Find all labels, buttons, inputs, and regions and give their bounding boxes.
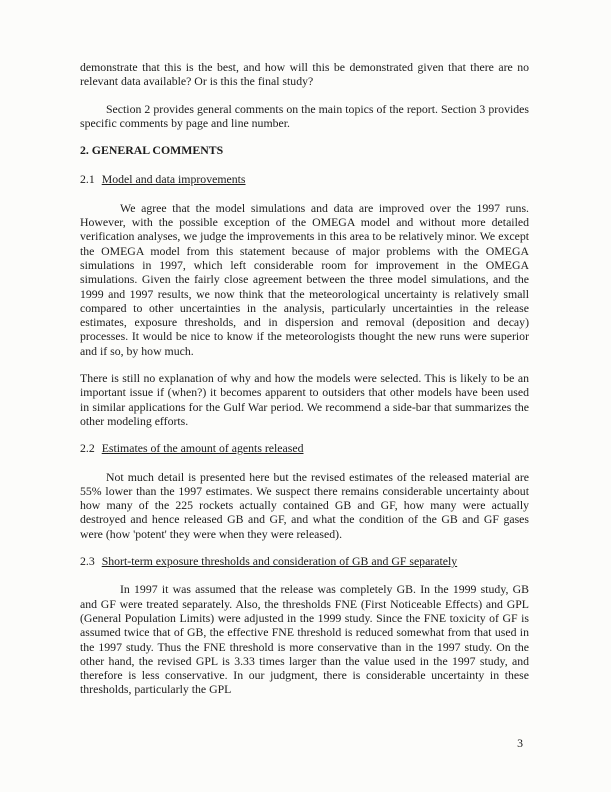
subsection-title: Short-term exposure thresholds and consideration of GB and GF separately: [101, 554, 458, 569]
paragraph-2-1-b: There is still no explanation of why and how the models were selected. This is likely to be an important issue if (when?) it becomes apparent to outsiders that other models have been used in similar applications for the Gulf War period. We recommend a side-bar that summarizes the other modeling efforts.: [80, 371, 529, 428]
page-number: 3: [517, 736, 523, 750]
subsection-heading-2-3: [80, 554, 529, 568]
subsection-number: 2.2: [80, 441, 95, 456]
section-heading-general-comments: 2. GENERAL COMMENTS: [80, 143, 224, 158]
paragraph-2-3-a: In 1997 it was assumed that the release was completely GB. In the 1999 study, GB and GF were treated separately. Also, the thresholds FNE (First Noticeable Effects) and GPL (General Population Limits) were adjusted in the 1999 study. Since the FNE toxicity of GF is assumed twice that of GB, the effective FNE threshold is reduced somewhat from that used in the 1997 study. Thus the FNE threshold is more conservative than in the 1997 study. On the other hand, the revised GPL is 3.33 times larger than the value used in the 1997 study, and therefore is less conservative. In our judgment, there is considerable uncertainty in these thresholds, particularly the GPL: [80, 582, 529, 697]
subsection-title: Model and data improvements: [101, 172, 246, 187]
subsection-number: 2.1: [80, 172, 95, 187]
intro-overview-paragraph: Section 2 provides general comments on the main topics of the report. Section 3 provides specific comments by page and line number.: [80, 101, 529, 130]
paragraph-2-1-a: We agree that the model simulations and data are improved over the 1997 runs. However, with the possible exception of the OMEGA model and without more detailed verification analyses, we judge the improvements in this area to be relatively minor. We except the OMEGA model from this statement because of major problems with the OMEGA simulations in 1997, which left considerable room for improvement in the OMEGA simulations. Given the fairly close agreement between the three model simulations, and the 1999 and 1997 results, we now think that the meteorological uncertainty is relatively small compared to other uncertainties in the analysis, particularly uncertainties in the release estimates, exposure thresholds, and in dispersion and removal (deposition and decay) processes. It would be nice to know if the meteorologists thought the new runs were superior and if so, by how much.: [80, 200, 529, 358]
subsection-heading-2-1: [80, 172, 529, 186]
subsection-number: 2.3: [80, 554, 95, 569]
subsection-heading-2-2: [80, 441, 529, 455]
paragraph-2-2-a: Not much detail is presented here but the revised estimates of the released material are 55% lower than the 1997 estimates. We suspect there remains considerable uncertainty about how many of the 225 rockets actually contained GB and GF, how many were actually destroyed and hence released GB and GF, and what the condition of the GB and GF gases were (how 'potent' they were when they were released).: [80, 469, 529, 541]
subsection-title: Estimates of the amount of agents released: [101, 441, 304, 456]
intro-continuation-paragraph: demonstrate that this is the best, and how will this be demonstrated given that there are no relevant data available? Or is this the final study?: [80, 60, 529, 89]
